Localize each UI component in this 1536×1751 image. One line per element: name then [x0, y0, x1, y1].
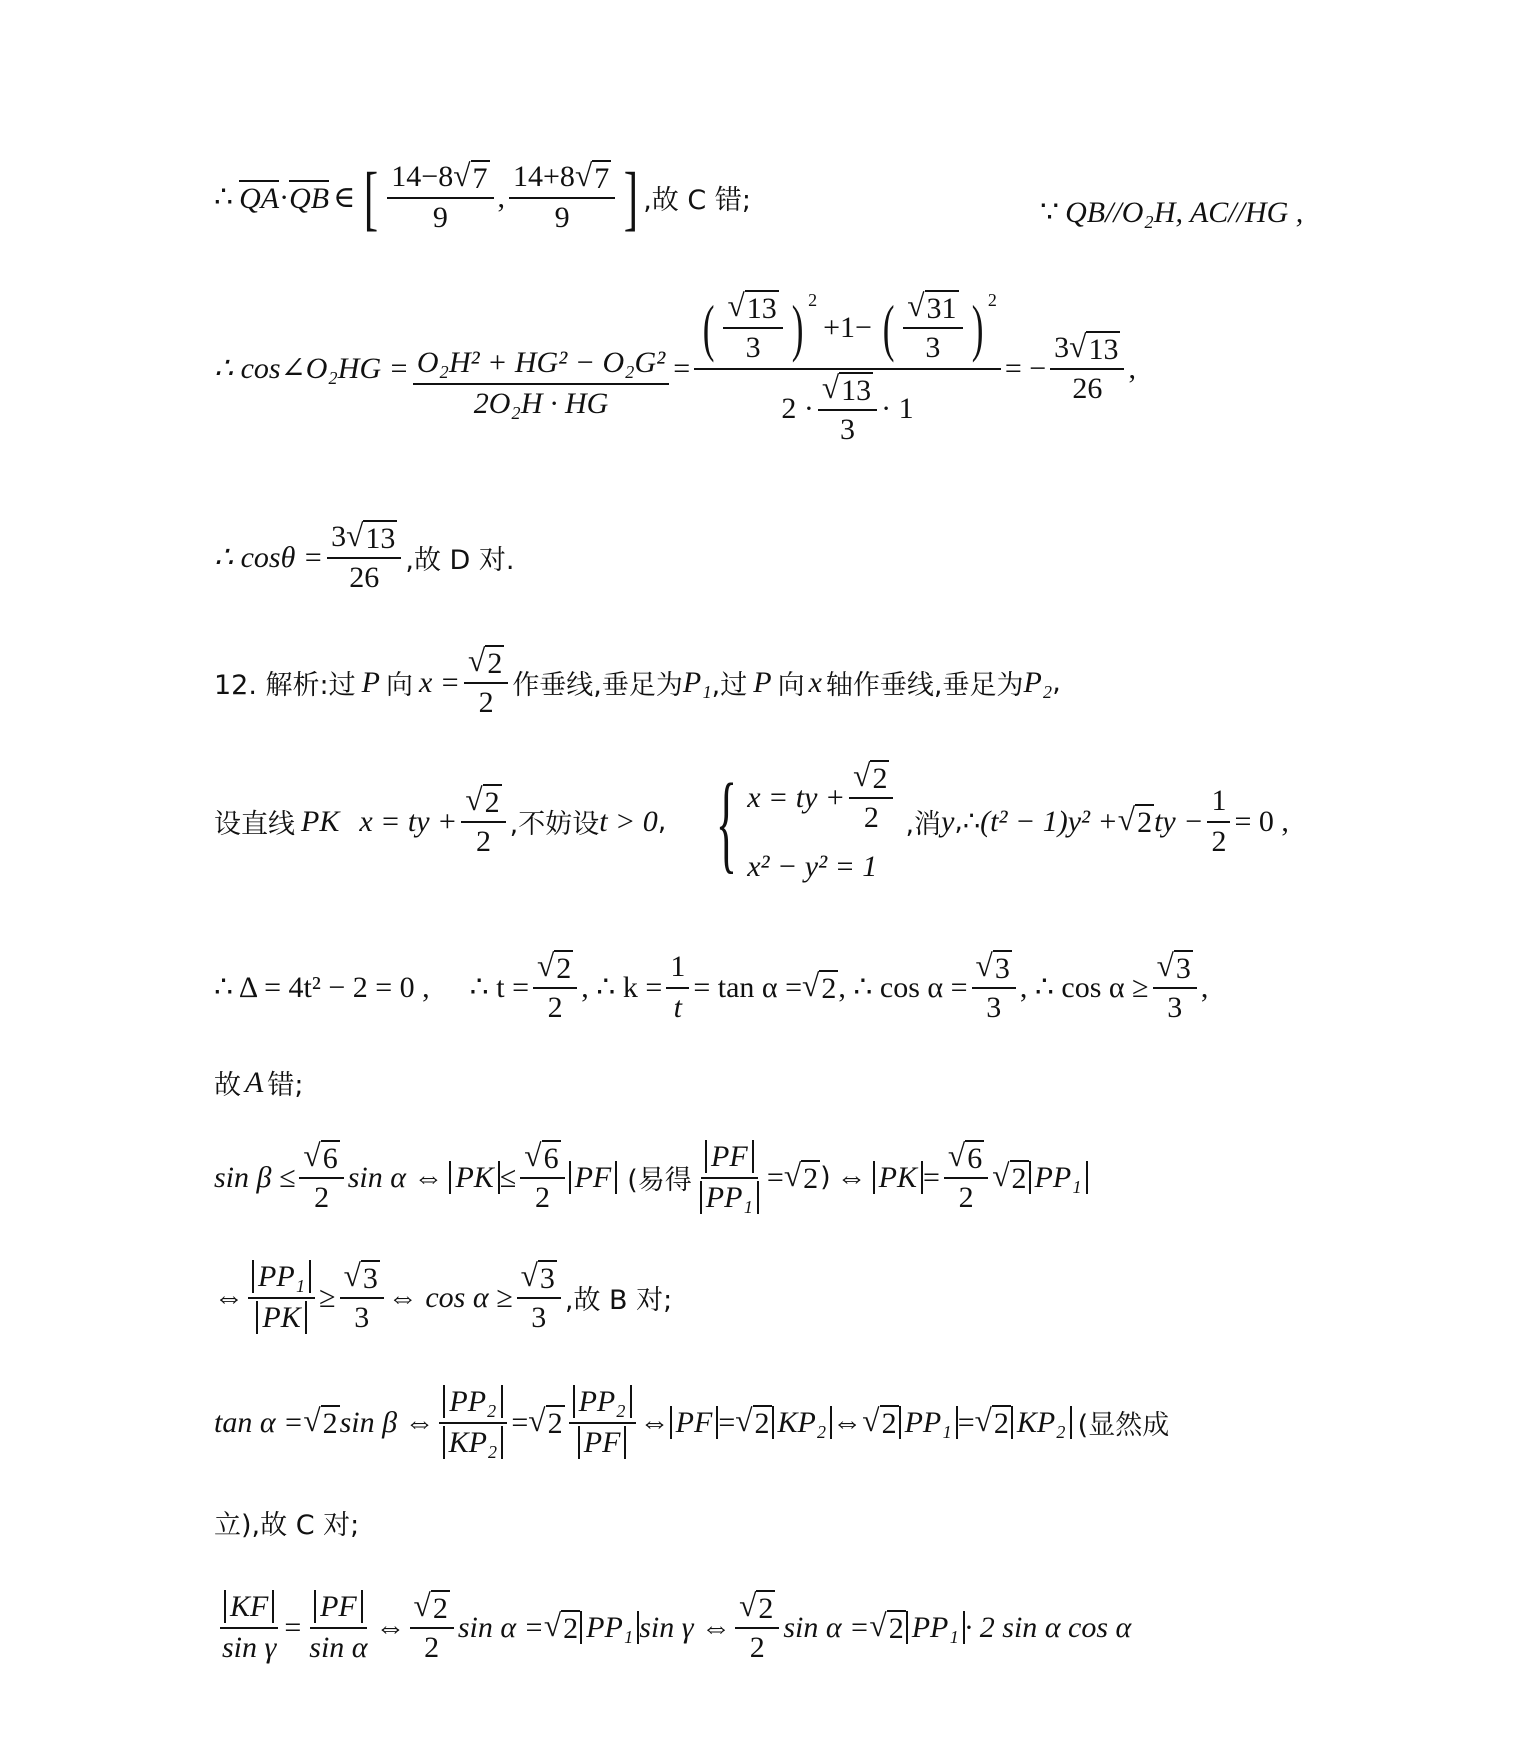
- numeric-fraction: ( √ 13 3 ) $^2$ +1− ( √ 31 3 ) $^2$ 2 · √ 13 3 · 1: [694, 290, 1001, 447]
- left-bracket: [: [364, 157, 379, 238]
- interval-upper-fraction: 14+8 √ 7 9: [509, 160, 615, 236]
- law-of-cosines-fraction: $\frac{\text{O₂H² + HG² − O₂G²}}{\text{2O₂H · HG}}$: [413, 346, 669, 421]
- conclusion-c-wrong: ,故 C 错;: [643, 185, 751, 217]
- line-2: ∴ cos∠O₂HG = $\frac{\text{O₂H² + HG² − O₂G²}}{\text{2O₂H · HG}}$ = ( √ 13 3 ) $^2$ +1− ( √ 31 3 ) $^2$ 2 · √ 13 3 · 1 = − 3 √ 13 26 ,: [214, 288, 1136, 446]
- comma: ,: [497, 180, 506, 214]
- conclusion-d-right: ,故 D 对.: [405, 545, 515, 577]
- line-9: ⇔ $\frac{\text{PP₁}}{PK}$ ≥ √ 3 3 ⇔ cos α ≥ √ 3 3 ,故 B 对;: [214, 1258, 673, 1334]
- line-4: 12. 解析:过 P 向 x = √ 2 2 作垂线,垂足为 P₁ ,过 P 向 x 轴作垂线,垂足为 P₂ ,: [214, 643, 1061, 719]
- vector-qa: QA: [239, 182, 280, 216]
- cos-angle-lhs: ∴ cos∠O₂HG =: [214, 352, 409, 385]
- equals-negative: = −: [1004, 351, 1047, 385]
- equals: =: [673, 351, 691, 385]
- line-1: [214, 157, 751, 238]
- dot-operator: ·: [279, 180, 290, 214]
- problem-12-label: 12. 解析:过: [214, 670, 356, 702]
- sqrt2-over-2: √ 2 2: [464, 645, 508, 721]
- because-symbol: ∵: [1040, 196, 1060, 229]
- line-8: sin β ≤ √ 6 2 sin α ⇔ PK ≤ √ 6 2 PF (易得 $\frac{PF}{\text{PP₁}}$ = √ 2 ) ⇔ PK = √ 6 2 √ 2 PP₁: [214, 1140, 1088, 1216]
- line-11: 立),故 C 对;: [214, 1510, 360, 1541]
- therefore-symbol: ∴: [214, 181, 234, 215]
- cos-theta-lhs: ∴ cosθ =: [214, 541, 324, 575]
- equation-system: x = ty + √ 2 2 x² − y² = 1: [747, 760, 897, 884]
- element-of: ∈: [333, 181, 356, 215]
- cos-theta-fraction: 3 √ 13 26: [327, 520, 401, 596]
- line-7: 故 A 错;: [214, 1065, 304, 1101]
- line-6: ∴ Δ = 4t² − 2 = 0 , ∴ t = √ 2 2 , ∴ k = $\frac{1}{t}$ = tan α = √ 2 , ∴ cos α = √ 3 3 , ∴ cos α ≥ √ 3 3 ,: [214, 948, 1209, 1024]
- line-10: tan α = √ 2 sin β ⇔ $\frac{\text{PP₂}}{\text{KP₂}}$ = √ 2 $\frac{\text{PP₂}}{PF}$ ⇔ PF = √ 2 KP₂ ⇔ √ 2 PP₁ = √ 2 KP₂ (显然成: [214, 1385, 1170, 1459]
- line-12: $\frac{KF}{\text{sin γ}}$ = $\frac{PF}{\text{sin α}}$ ⇔ √ 2 2 sin α = √ 2 PP₁ sin γ ⇔ √ 2 2 sin α = √ 2 PP₁ · 2 sin α cos α: [222, 1588, 1132, 1664]
- vector-qb: QB: [289, 182, 330, 216]
- result-fraction: 3 √ 13 26: [1050, 331, 1124, 407]
- line-1-right: [1040, 195, 1303, 230]
- system-brace: {: [716, 760, 738, 883]
- parallel-statement: QB//O₂H, AC//HG ,: [1065, 195, 1304, 229]
- right-bracket: ]: [624, 157, 639, 238]
- interval-lower-fraction: 14−8 √ 7 9: [387, 160, 493, 236]
- line-3: [214, 520, 514, 596]
- line-5: 设直线 PK x = ty + √ 2 2 ,不妨设 t > 0 , { x = ty + √ 2 2 x² − y² = 1 ,消 y ,∴ (t² − 1)y² + √ 2 ty − $\frac{1}{2}$ = 0 ,: [214, 758, 1289, 883]
